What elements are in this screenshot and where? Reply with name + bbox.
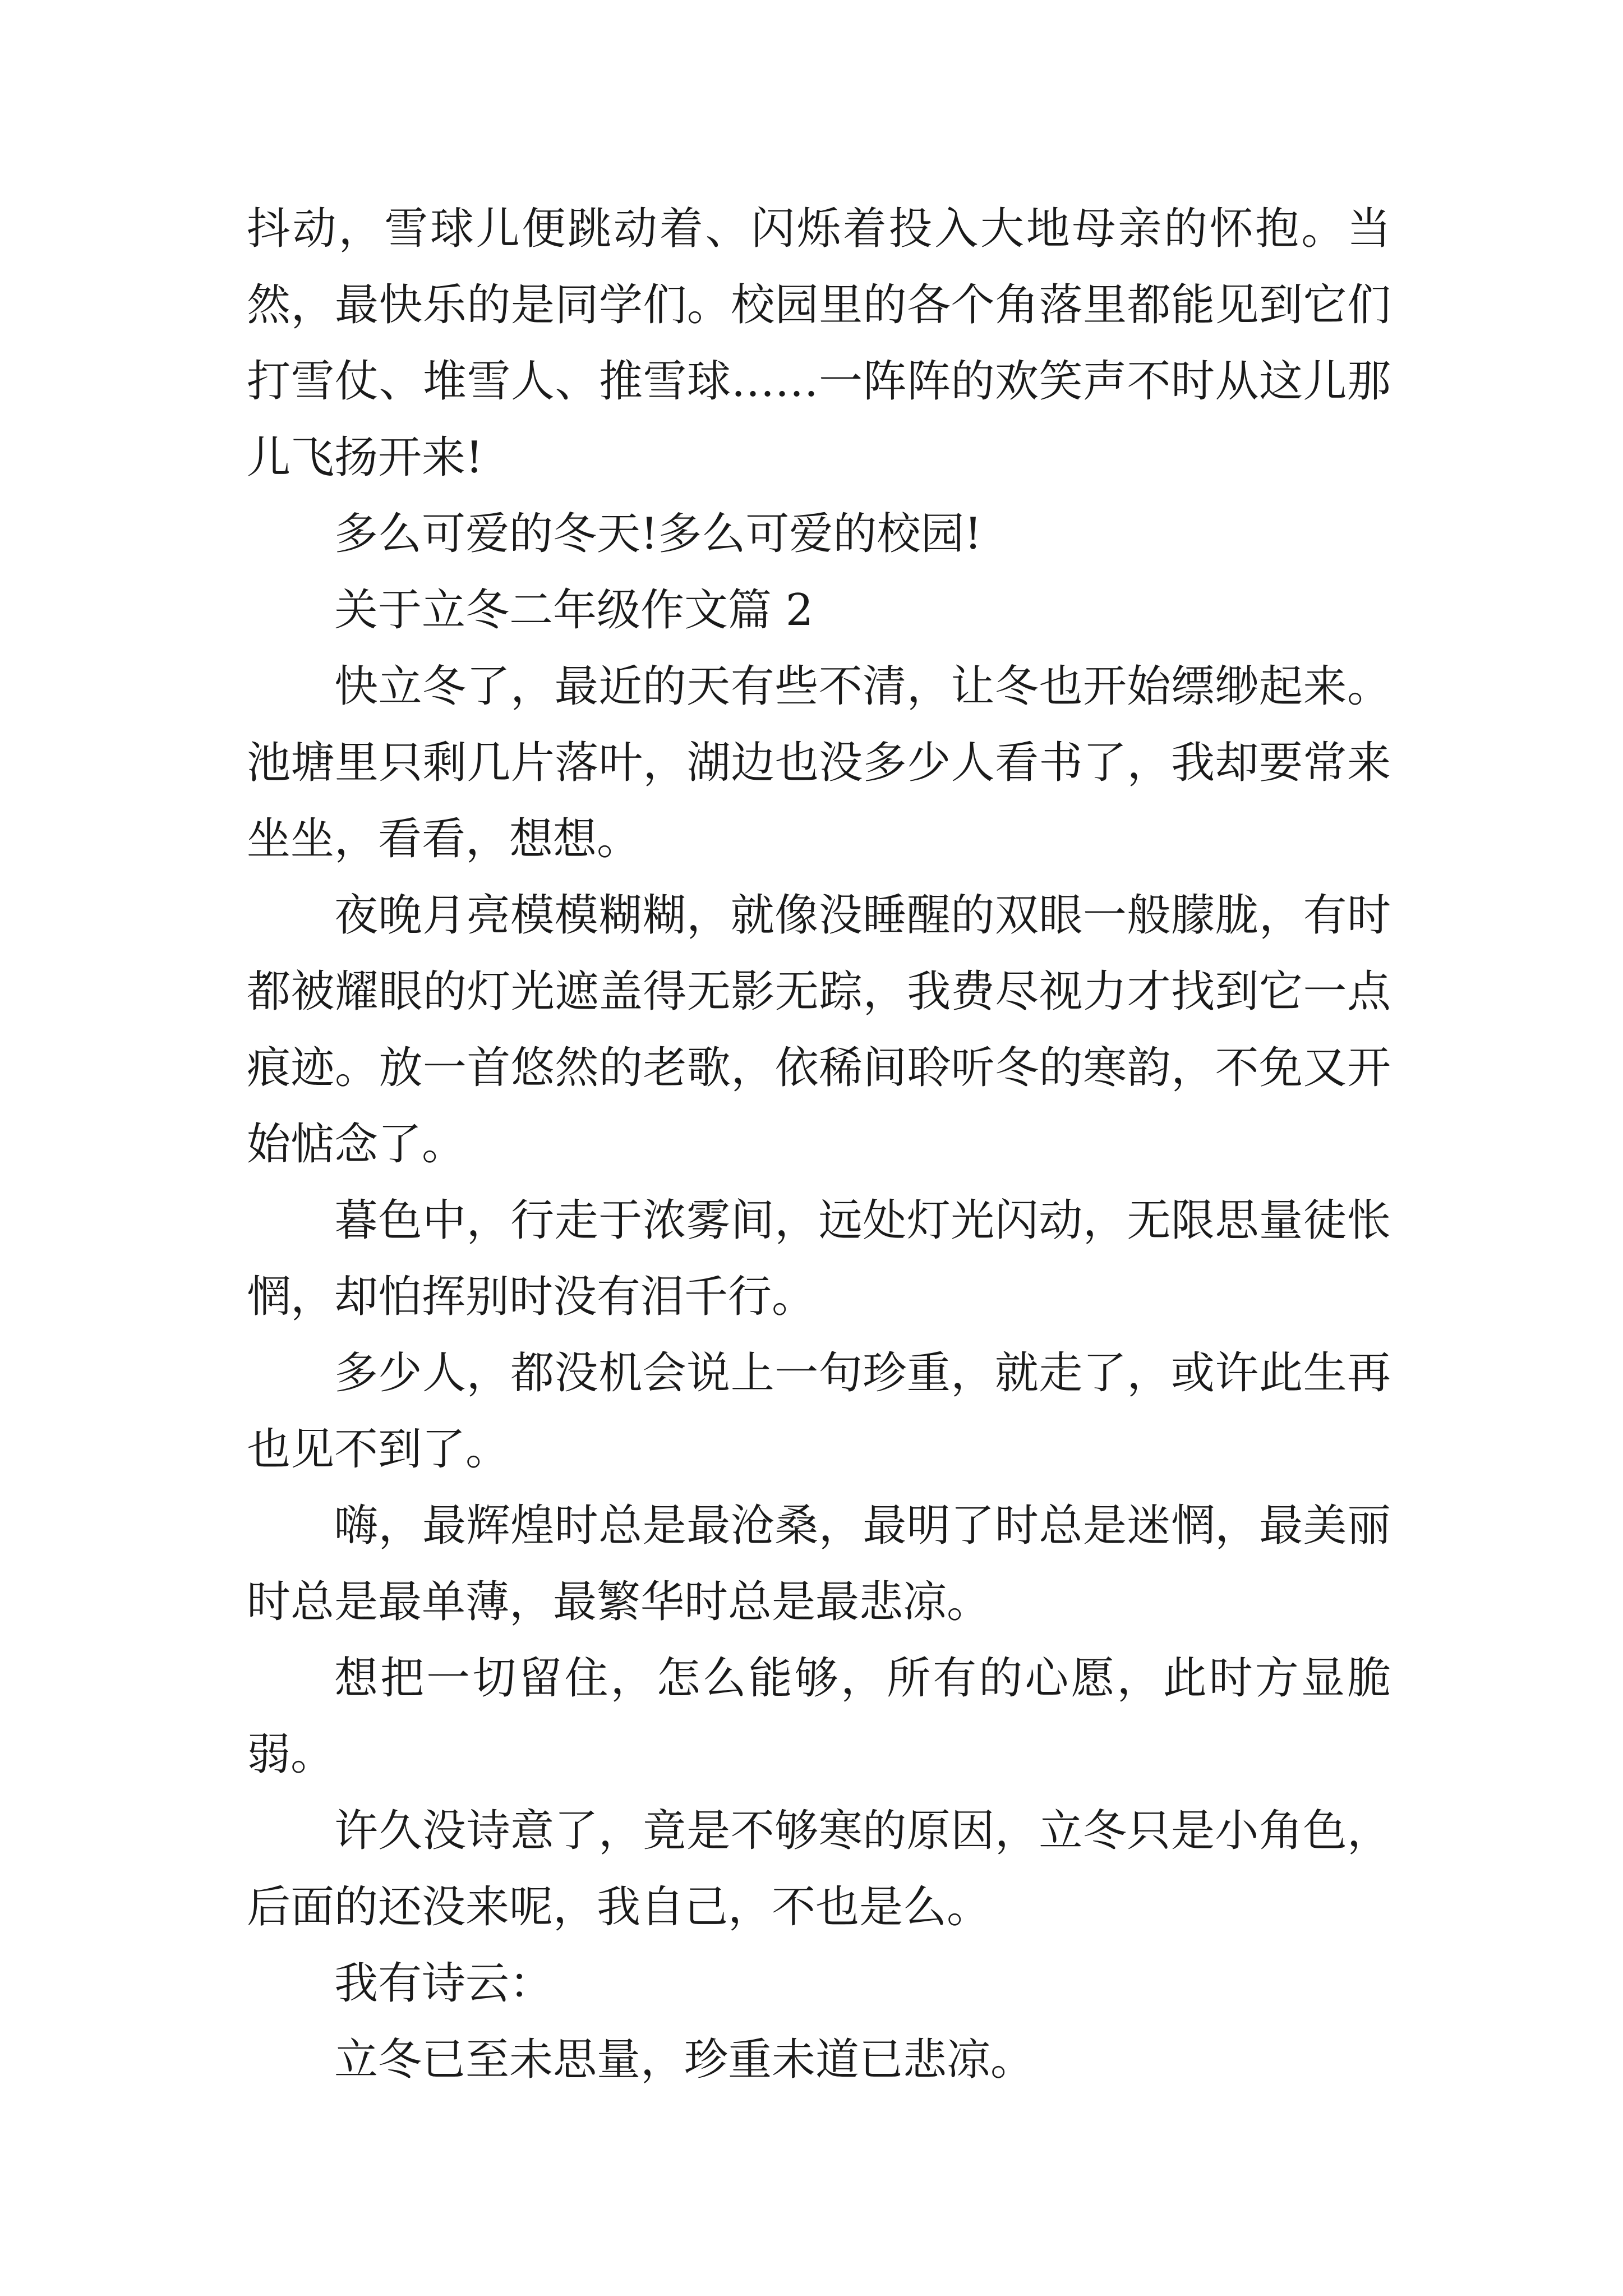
section-heading: 关于立冬二年级作文篇 2 xyxy=(334,585,814,636)
poem-line: 立冬已至未思量，珍重未道已悲凉。 xyxy=(334,2035,1035,2085)
paragraph: 暮色中，行走于浓雾间，远处灯光闪动，无限思量徒怅惘，却怕挥别时没有泪千行。 xyxy=(247,1195,1391,1322)
paragraph: 嗨，最辉煌时总是最沧桑，最明了时总是迷惘，最美丽时总是最单薄，最繁华时总是最悲凉。 xyxy=(247,1501,1391,1627)
paragraph: 许久没诗意了，竟是不够寒的原因，立冬只是小角色，后面的还没来呢，我自己，不也是么。 xyxy=(247,1806,1391,1932)
document-body xyxy=(247,191,1391,2098)
paragraph-continuation: 抖动，雪球儿便跳动着、闪烁着投入大地母亲的怀抱。当然，最快乐的是同学们。校园里的各个角落里都能见到它们打雪仗、堆雪人、推雪球……一阵阵的欢笑声不时从这儿那儿飞扬开来! xyxy=(247,204,1391,483)
paragraph: 多少人，都没机会说上一句珍重，就走了，或许此生再也见不到了。 xyxy=(247,1348,1391,1475)
paragraph: 夜晚月亮模模糊糊，就像没睡醒的双眼一般朦胧，有时都被耀眼的灯光遮盖得无影无踪，我费尽视力才找到它一点痕迹。放一首悠然的老歌，依稀间聆听冬的寒韵，不免又开始惦念了。 xyxy=(247,890,1391,1170)
paragraph: 多么可爱的冬天!多么可爱的校园! xyxy=(334,509,982,559)
paragraph: 想把一切留住，怎么能够，所有的心愿，此时方显脆弱。 xyxy=(247,1653,1391,1780)
paragraph: 我有诗云： xyxy=(334,1958,554,2009)
paragraph: 快立冬了，最近的天有些不清，让冬也开始缥缈起来。池塘里只剩几片落叶，湖边也没多少人看书了，我却要常来坐坐，看看，想想。 xyxy=(247,661,1391,864)
